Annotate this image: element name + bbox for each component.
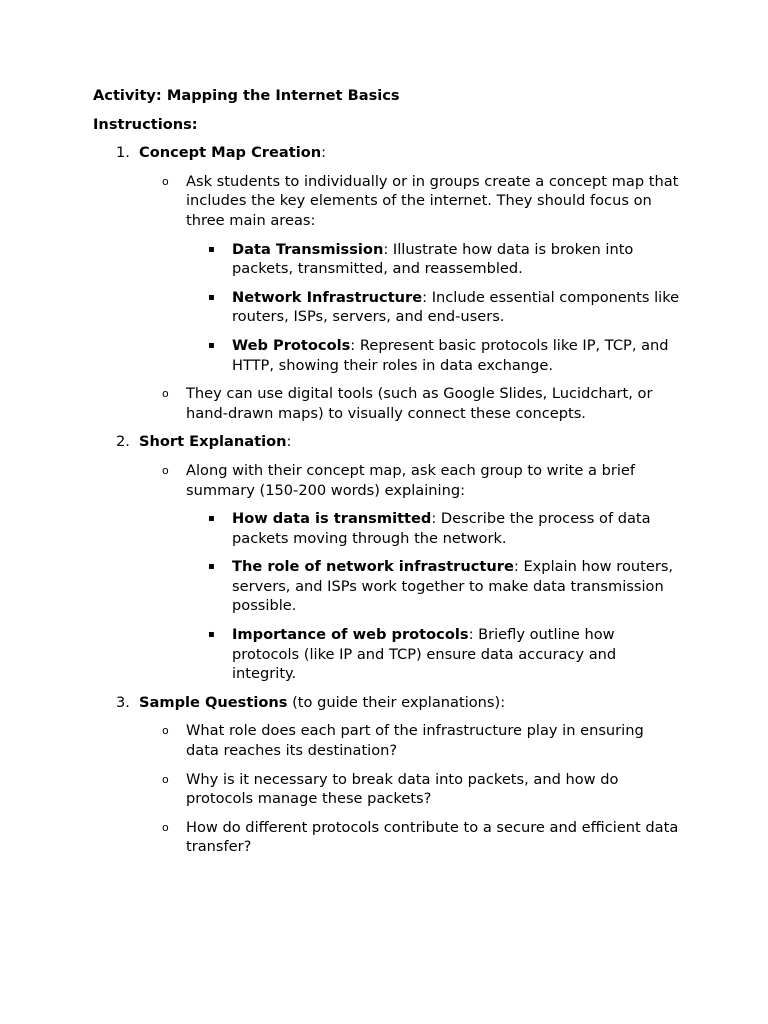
list-item-text: Along with their concept map, ask each group to write a brief summary (150-200 words) explaining: (186, 461, 636, 499)
sub-item-text: : Illustrate how data is broken into packets, transmitted, and reassembled. (232, 240, 634, 278)
sub-list-item (93, 336, 680, 375)
sub-list-item (93, 288, 680, 327)
square-bullet-icon: ▪ (208, 339, 215, 351)
sub-item-term: Importance of web protocols (232, 626, 469, 644)
sub-item-term: The role of network infrastructure (232, 558, 514, 576)
section-number: 3. (116, 693, 130, 711)
square-bullet-icon: ▪ (208, 561, 215, 573)
section-title: Sample Questions (139, 693, 288, 711)
section-sample-questions (93, 693, 680, 713)
list-item (93, 384, 680, 423)
list-item (93, 770, 680, 809)
section-short-explanation (93, 432, 680, 452)
circle-bullet-icon: o (162, 463, 169, 477)
section-suffix: : (286, 433, 292, 451)
sub-list-item (93, 240, 680, 279)
sub-item-term: Data Transmission (232, 240, 384, 258)
list-item (93, 721, 680, 760)
square-bullet-icon: ▪ (208, 629, 215, 641)
sub-item-text: : Explain how routers, servers, and ISPs work together to make data transmission possible. (232, 558, 674, 615)
list-item (93, 818, 680, 857)
sub-item-text: : Include essential components like routers, ISPs, servers, and end-users. (232, 288, 680, 326)
sub-item-text: : Describe the process of data packets moving through the network. (232, 510, 651, 547)
list-item (93, 172, 680, 231)
sub-item-term: How data is transmitted (232, 510, 432, 528)
sub-item-text: : Briefly outline how protocols (like IP and TCP) ensure data accuracy and integrity. (232, 626, 617, 683)
section-number: 1. (116, 144, 130, 162)
list-item (93, 461, 680, 500)
list-item-text: Why is it necessary to break data into packets, and how do protocols manage these packets? (186, 770, 619, 808)
list-item-text: Ask students to individually or in groups create a concept map that includes the key elements of the internet. They should focus on three main areas: (186, 172, 679, 229)
list-item-text: How do different protocols contribute to a secure and efficient data transfer? (186, 818, 679, 856)
sub-list-item (93, 509, 680, 548)
document-title: Activity: Mapping the Internet Basics (93, 87, 400, 104)
section-title: Short Explanation (139, 433, 287, 451)
section-suffix: : (321, 144, 327, 162)
sub-list-item (93, 557, 680, 616)
circle-bullet-icon: o (162, 174, 169, 188)
sub-item-term: Web Protocols (232, 336, 351, 354)
section-title: Concept Map Creation (139, 144, 322, 162)
list-item-text: They can use digital tools (such as Google Slides, Lucidchart, or hand-drawn maps) to visually connect these concepts. (186, 385, 653, 422)
circle-bullet-icon: o (162, 724, 169, 738)
sub-item-text: : Represent basic protocols like IP, TCP, and HTTP, showing their roles in data exchange. (232, 336, 669, 374)
list-item-text: What role does each part of the infrastructure play in ensuring data reaches its destination? (186, 722, 644, 760)
circle-bullet-icon: o (162, 772, 169, 786)
instructions-heading: Instructions: (93, 115, 198, 133)
sub-list-item (93, 625, 680, 684)
square-bullet-icon: ▪ (208, 513, 215, 525)
section-number: 2. (116, 433, 130, 451)
square-bullet-icon: ▪ (208, 243, 215, 255)
sub-item-term: Network Infrastructure (232, 288, 423, 306)
section-concept-map (93, 143, 680, 163)
circle-bullet-icon: o (162, 820, 169, 834)
circle-bullet-icon: o (162, 387, 169, 401)
square-bullet-icon: ▪ (208, 291, 215, 303)
section-suffix: (to guide their explanations): (287, 693, 506, 711)
